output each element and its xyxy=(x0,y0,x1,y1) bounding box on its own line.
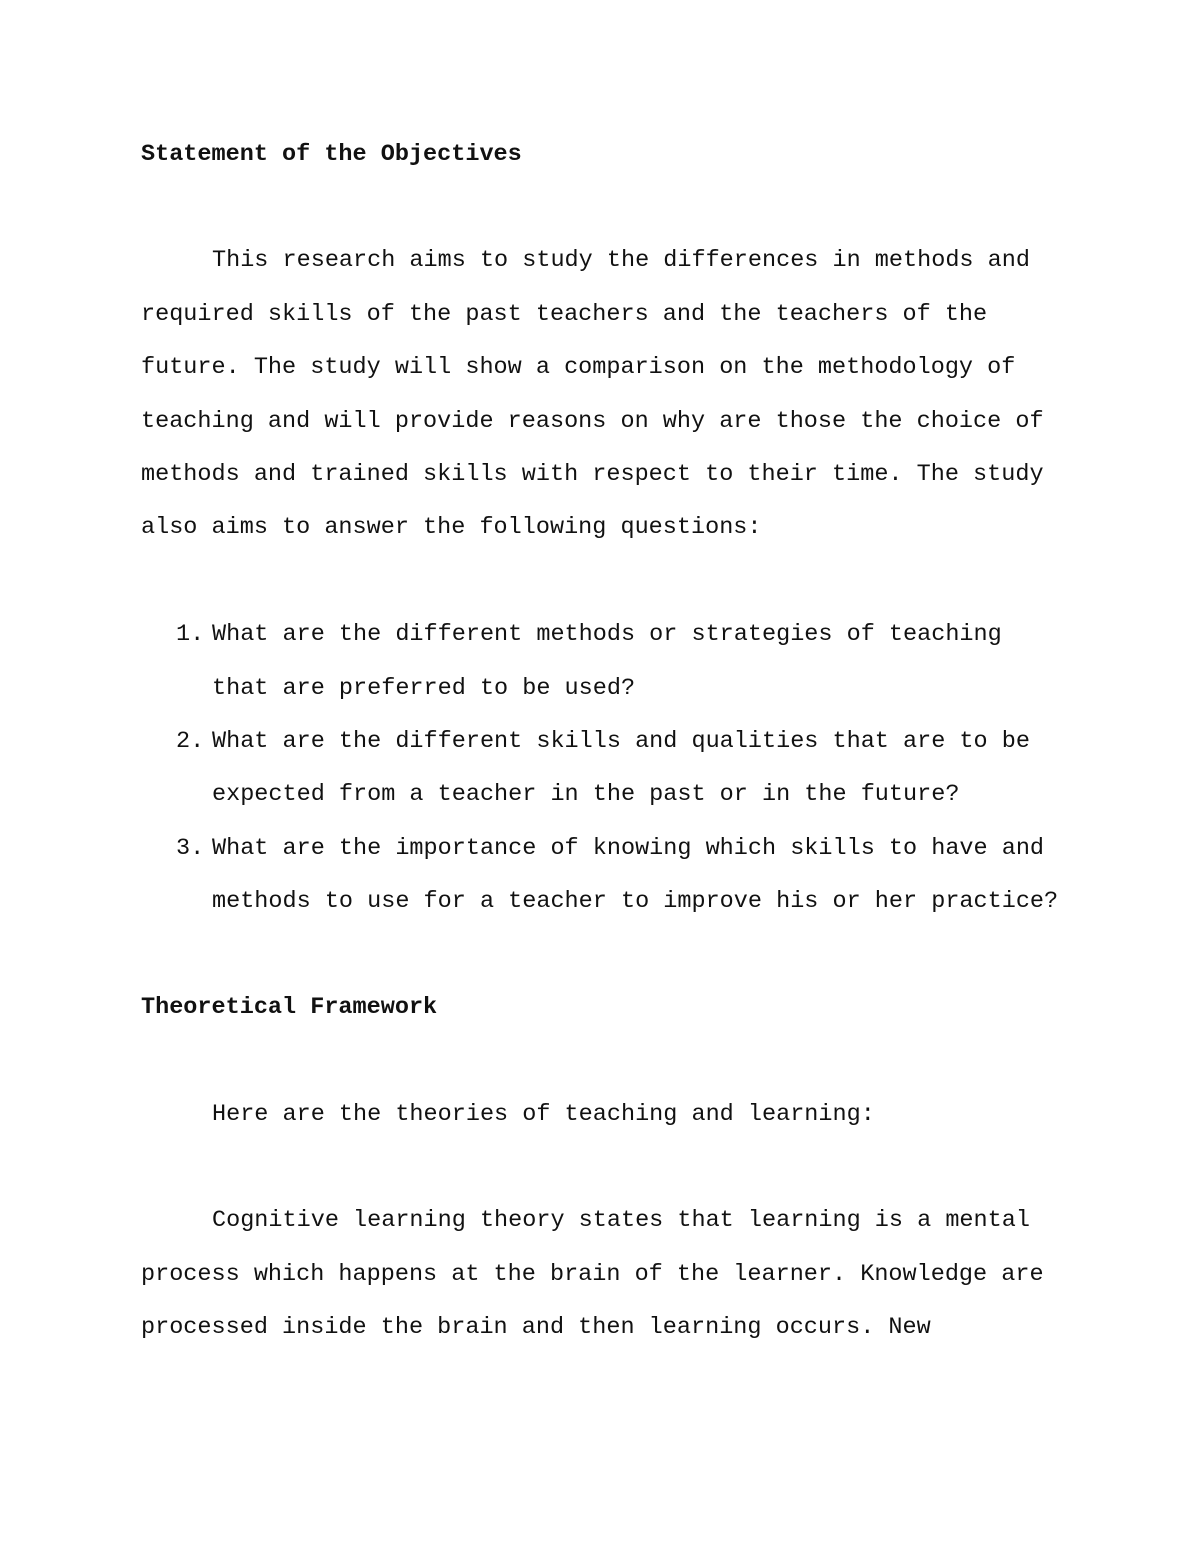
framework-intro: Here are the theories of teaching and learning: xyxy=(212,1101,875,1128)
paragraph-line: processed inside the brain and then learning occurs. New xyxy=(141,1314,931,1341)
paragraph-line: teaching and will provide reasons on why are those the choice of xyxy=(141,408,1044,435)
list-item-line: What are the different methods or strategies of teaching xyxy=(212,621,1002,648)
section-heading-theoretical-framework: Theoretical Framework xyxy=(141,994,438,1021)
paragraph-line: also aims to answer the following questions: xyxy=(141,514,762,541)
paragraph-line: methods and trained skills with respect to their time. The study xyxy=(141,461,1044,488)
list-number: 2. xyxy=(176,728,205,755)
list-item-line: that are preferred to be used? xyxy=(212,675,636,702)
paragraph-line: This research aims to study the differences in methods and xyxy=(212,247,1030,274)
list-item-line: What are the different skills and qualities that are to be xyxy=(212,728,1030,755)
section-heading-objectives: Statement of the Objectives xyxy=(141,141,522,168)
paragraph-line: future. The study will show a comparison on the methodology of xyxy=(141,354,1016,381)
paragraph-line: Cognitive learning theory states that learning is a mental xyxy=(212,1207,1030,1234)
list-number: 1. xyxy=(176,621,205,648)
list-item-line: methods to use for a teacher to improve his or her practice? xyxy=(212,888,1059,915)
paragraph-line: process which happens at the brain of the learner. Knowledge are xyxy=(141,1261,1044,1288)
list-item-line: expected from a teacher in the past or in the future? xyxy=(212,781,960,808)
paragraph-line: required skills of the past teachers and the teachers of the xyxy=(141,301,988,328)
list-number: 3. xyxy=(176,835,205,862)
list-item-line: What are the importance of knowing which skills to have and xyxy=(212,835,1045,862)
